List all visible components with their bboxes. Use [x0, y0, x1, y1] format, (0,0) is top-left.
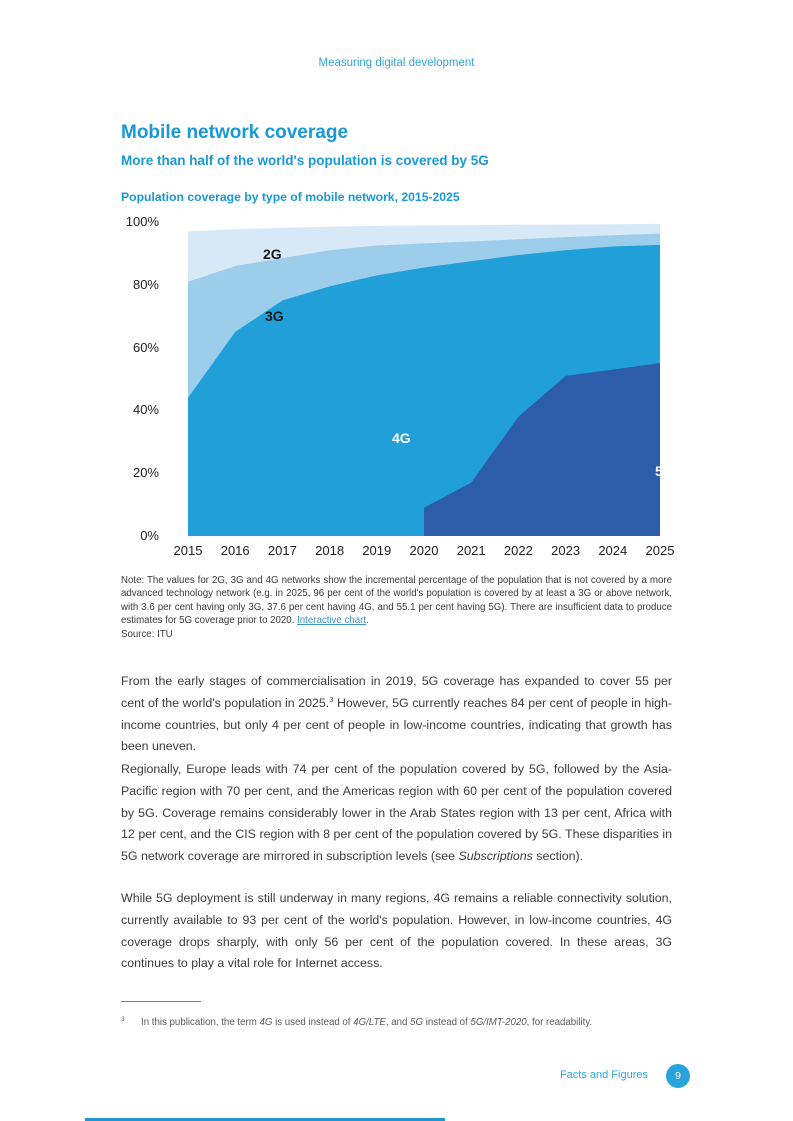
- y-axis-tick: 80%: [132, 276, 159, 292]
- x-axis-tick: 2015: [173, 543, 203, 558]
- paragraph-text: Regionally, Europe leads with 74 per cent of the population covered by 5G, followed by the Asia-Pacific region with 70 per cent, and the Americas region with 60 per cent of the population covered by 5G. Coverage remains considerably lower in the Arab States region with 13 per cent, Africa with 12 per cent, and the CIS region with 8 per cent of the population covered by 5G. These disparities in 5G network coverage are mirrored in subscription levels (see: [121, 762, 672, 863]
- footnote-segment: 4G: [259, 1017, 273, 1029]
- x-axis-tick: 2024: [598, 543, 628, 558]
- running-header: Measuring digital development: [318, 57, 475, 69]
- chart-plot: [188, 222, 674, 536]
- footnote: [121, 1013, 672, 1030]
- footnote-divider: [121, 1001, 201, 1002]
- body-paragraph-2: [121, 759, 672, 867]
- x-axis-tick: 2019: [362, 543, 392, 558]
- x-axis-tick: 2021: [456, 543, 486, 558]
- footnote-segment: is used instead of: [272, 1017, 354, 1029]
- x-axis-tick: 2025: [645, 543, 675, 558]
- y-axis-tick: 40%: [132, 402, 159, 418]
- series-label-4g: 4G: [392, 430, 411, 446]
- key-message: More than half of the world's population is covered by 5G: [121, 153, 489, 168]
- footnote-segment: , for readability.: [526, 1017, 593, 1029]
- footnote-reference: 3: [329, 694, 334, 704]
- body-paragraph-1: [121, 671, 672, 757]
- footnote-segment: 5G: [410, 1017, 424, 1029]
- series-label-3g: 3G: [265, 308, 284, 324]
- series-label-5g: 5G: [655, 463, 674, 479]
- footnote-segment: instead of: [423, 1017, 471, 1029]
- stacked-area-chart: [188, 222, 660, 536]
- x-axis-tick: 2017: [267, 543, 297, 558]
- y-axis-tick: 60%: [132, 339, 159, 355]
- y-axis-tick: 0%: [140, 528, 159, 543]
- y-axis-tick: 20%: [132, 465, 159, 481]
- x-axis-tick: 2020: [409, 543, 439, 558]
- footnote-segment: 4G/LTE: [353, 1017, 386, 1029]
- page-title: Mobile network coverage: [121, 121, 349, 143]
- footnote-text: [141, 1017, 592, 1028]
- x-axis-tick: 2023: [551, 543, 581, 558]
- paragraph-italic-text: Subscriptions: [458, 848, 533, 863]
- x-axis-tick: 2018: [315, 543, 345, 558]
- chart-note: [121, 574, 672, 641]
- chart-note-text: Note: The values for 2G, 3G and 4G networks show the incremental percentage of the population that is not covered by a more advanced technology network (e.g. in 2025, 96 per cent of the world's population is covered by at least a 3G or above network, with 3.6 per cent having only 3G, 37.6 per cent having 4G, and 55.1 per cent having 5G). There are insufficient data to produce estimates for 5G coverage prior to 2020.: [121, 575, 672, 627]
- footnote-marker: 3: [121, 1016, 125, 1023]
- x-axis-tick: 2016: [220, 543, 250, 558]
- chart-title: Population coverage by type of mobile network, 2015-2025: [121, 190, 460, 204]
- footer-section-label: Facts and Figures: [559, 1069, 648, 1081]
- series-label-2g: 2G: [263, 246, 282, 262]
- footnote-segment: In this publication, the term: [141, 1017, 260, 1029]
- footnote-segment: , and: [385, 1017, 411, 1029]
- page-number-badge: 9: [666, 1064, 690, 1088]
- body-paragraph-3: While 5G deployment is still underway in many regions, 4G remains a reliable connectivity solution, currently available to 93 per cent of the world's population. However, in low-income countries, 4G coverage drops sharply, with only 56 per cent of the population covered. In these areas, 3G continues to play a vital role for Internet access.: [121, 891, 672, 971]
- paragraph-text: From the early stages of commercialisation in 2019, 5G coverage has expanded to cover 55 per cent of the world's population in 2025.: [121, 674, 672, 710]
- coverage-chart: [121, 214, 675, 570]
- y-axis-tick: 100%: [125, 214, 159, 229]
- chart-source: Source: ITU: [121, 628, 173, 640]
- paragraph-text: section).: [532, 848, 584, 863]
- paragraph-text: However, 5G currently reaches 84 per cent of people in high-income countries, but only 4 per cent of people in low-income countries, indicating that growth has been uneven.: [121, 695, 673, 754]
- chart-note-period: .: [366, 615, 369, 627]
- x-axis-tick: 2022: [503, 543, 533, 558]
- interactive-chart-link[interactable]: Interactive chart: [297, 615, 366, 627]
- footnote-segment: 5G/IMT-2020: [470, 1017, 527, 1029]
